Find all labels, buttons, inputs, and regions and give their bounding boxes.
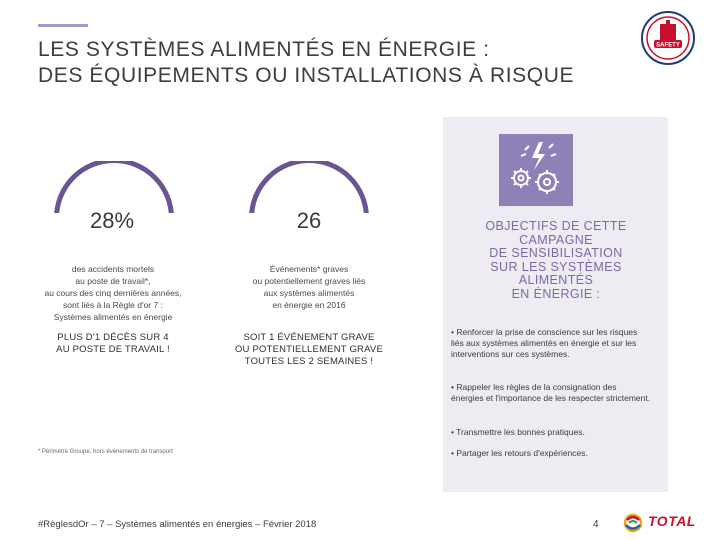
footnote: * Périmètre Groupe, hors évènements de transport: [38, 449, 173, 455]
gears-energy-icon: [499, 134, 573, 206]
page-title: [38, 37, 658, 89]
page-number: 4: [593, 519, 599, 530]
objectives-heading: OBJECTIFS DE CETTE CAMPAGNE DE SENSIBILISATION SUR LES SYSTÈMES ALIMENTÉS EN ÉNERGIE :: [485, 219, 627, 301]
footer-text: #RèglesdOr – 7 – Systèmes alimentés en énergies – Février 2018: [38, 519, 317, 530]
list-item: • Renforcer la prise de conscience sur les risques liés aux systèmes alimentés en énergie et sur les interventions sur ces systèmes.: [451, 327, 638, 359]
stat-value: 28%: [89, 208, 135, 233]
stat-description: des accidents mortels au poste de travail*, au cours des cinq dernières années, sont liés à la Règle d'or 7 : Systèmes alimentés en énergie: [44, 264, 182, 322]
list-item: • Partager les retours d'expériences.: [451, 448, 588, 458]
safety-logo: [640, 10, 696, 66]
title-accent-bar: [38, 24, 88, 27]
title-line-1: LES SYSTÈMES ALIMENTÉS EN ÉNERGIE :: [38, 38, 490, 61]
stat-description: Événements* graves ou potentiellement graves liés aux systèmes alimentés en énergie en 2016: [252, 264, 366, 310]
stat-highlight: PLUS D'1 DÉCÈS SUR 4 AU POSTE DE TRAVAIL !: [56, 332, 170, 355]
total-brand-name: TOTAL: [648, 513, 696, 529]
safety-logo-text: SAFETY: [656, 42, 680, 49]
list-item: • Transmettre les bonnes pratiques.: [451, 427, 585, 437]
stat-value: 26: [296, 208, 322, 233]
title-line-2: DES ÉQUIPEMENTS OU INSTALLATIONS À RISQUE: [38, 64, 575, 87]
stat-highlight: SOIT 1 ÉVÉNEMENT GRAVE OU POTENTIELLEMENT GRAVE TOUTES LES 2 SEMAINES !: [234, 332, 384, 367]
list-item: • Rappeler les règles de la consignation des énergies et l'importance de les respecter strictement.: [451, 382, 651, 403]
